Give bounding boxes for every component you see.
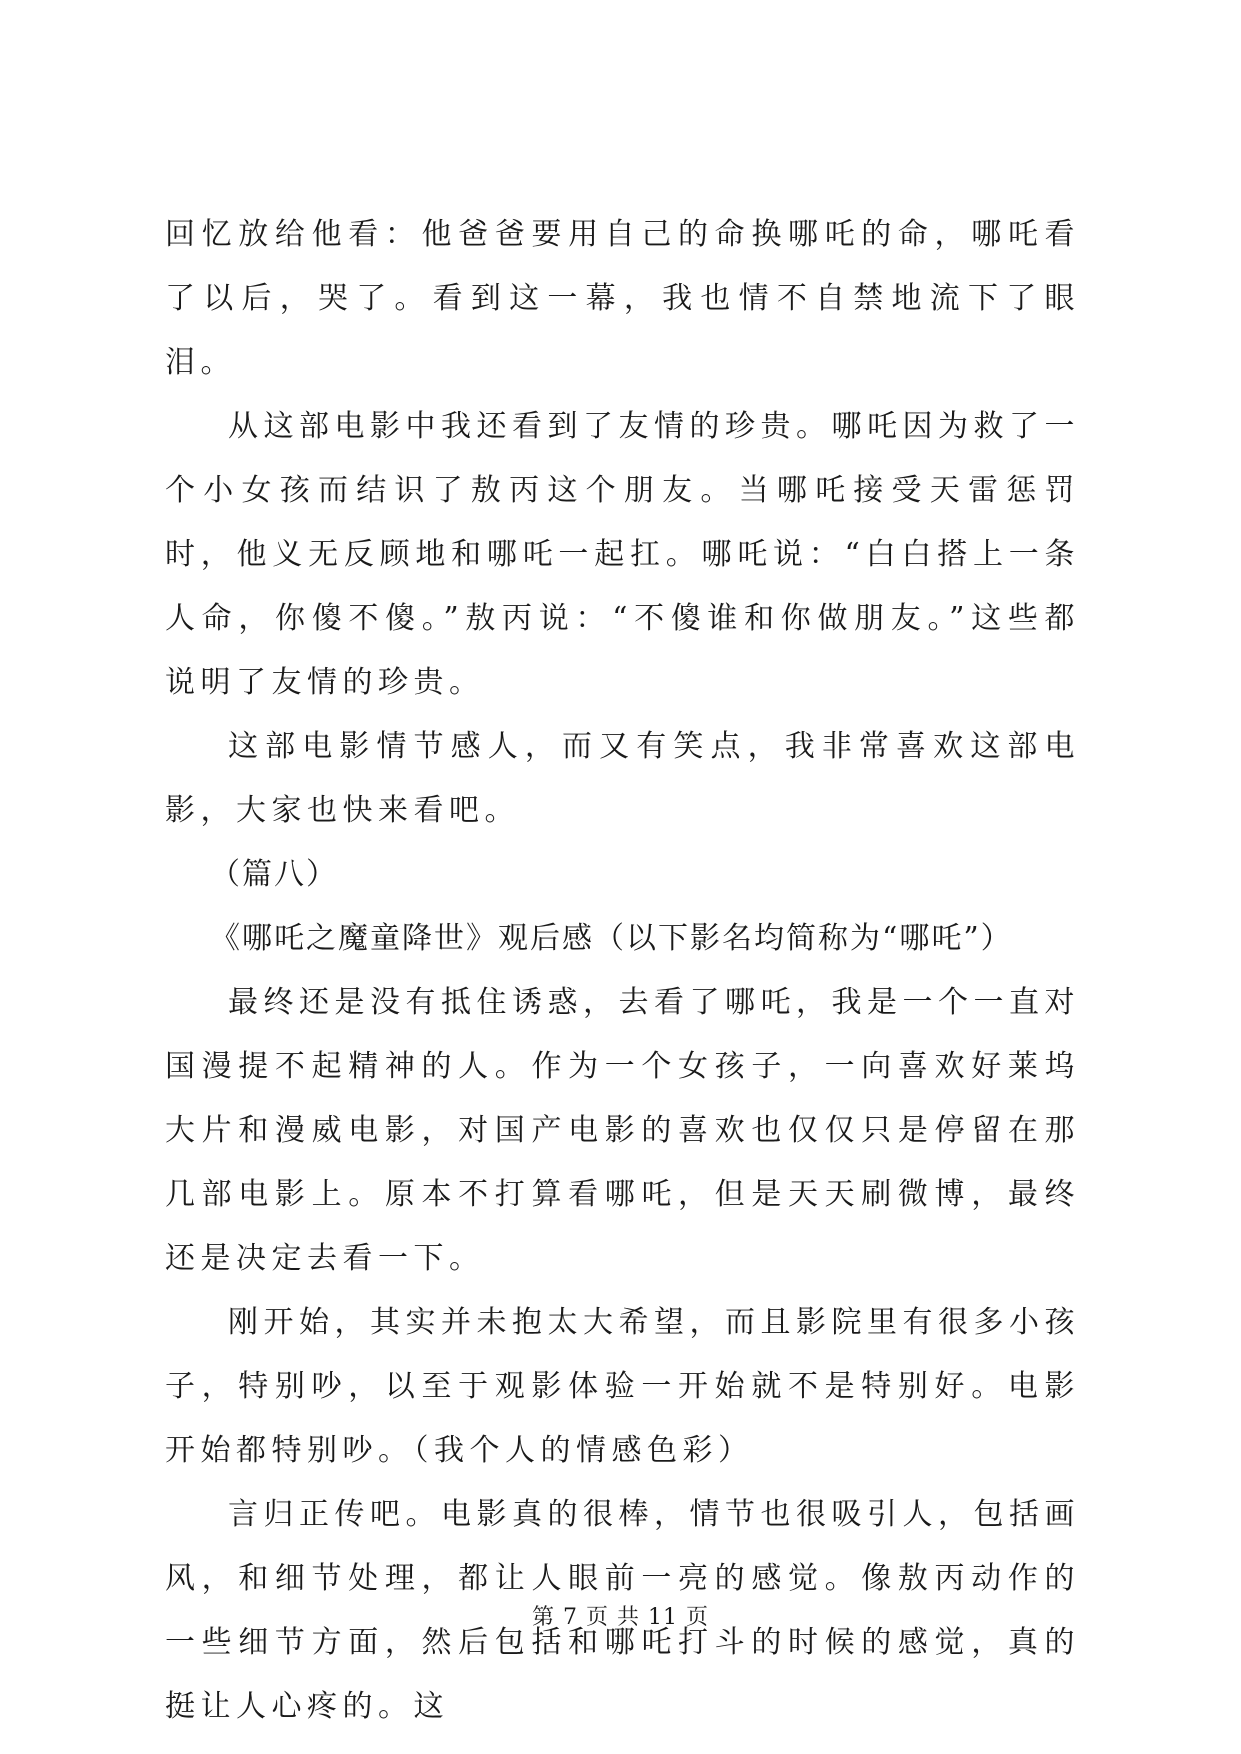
paragraph-review: 言归正传吧。电影真的很棒，情节也很吸引人，包括画风，和细节处理，都让人眼前一亮的感觉。像敖丙动作的一些细节方面，然后包括和哪吒打斗的时候的感觉，真的挺让人心疼的。这: [165, 1497, 1080, 1724]
section-label: （篇八）: [210, 857, 338, 892]
paragraph-cinema: 刚开始，其实并未抱太大希望，而且影院里有很多小孩子，特别吵，以至于观影体验一开始就不是特别好。电影开始都特别吵。（我个人的情感色彩）: [165, 1305, 1080, 1468]
document-body: [165, 203, 1080, 1739]
article-title: 《哪吒之魔童降世》观后感（以下影名均简称为“哪吒”）: [210, 921, 1013, 956]
paragraph-conclusion: 这部电影情节感人，而又有笑点，我非常喜欢这部电影，大家也快来看吧。: [165, 729, 1080, 828]
paragraph-intro: 最终还是没有抵住诱惑，去看了哪吒，我是一个一直对国漫提不起精神的人。作为一个女孩子，一向喜欢好莱坞大片和漫威电影，对国产电影的喜欢也仅仅只是停留在那几部电影上。原本不打算看哪吒，但是天天刷微博，最终还是决定去看一下。: [165, 985, 1080, 1276]
paragraph-continuation: 回忆放给他看：他爸爸要用自己的命换哪吒的命，哪吒看了以后，哭了。看到这一幕，我也情不自禁地流下了眼泪。: [165, 217, 1080, 380]
paragraph-friendship: 从这部电影中我还看到了友情的珍贵。哪吒因为救了一个小女孩而结识了敖丙这个朋友。当哪吒接受天雷惩罚时，他义无反顾地和哪吒一起扛。哪吒说：“白白搭上一条人命，你傻不傻。”敖丙说：“不傻谁和你做朋友。”这些都说明了友情的珍贵。: [165, 409, 1080, 700]
page-number-footer: 第 7 页 共 11 页: [532, 1605, 709, 1630]
